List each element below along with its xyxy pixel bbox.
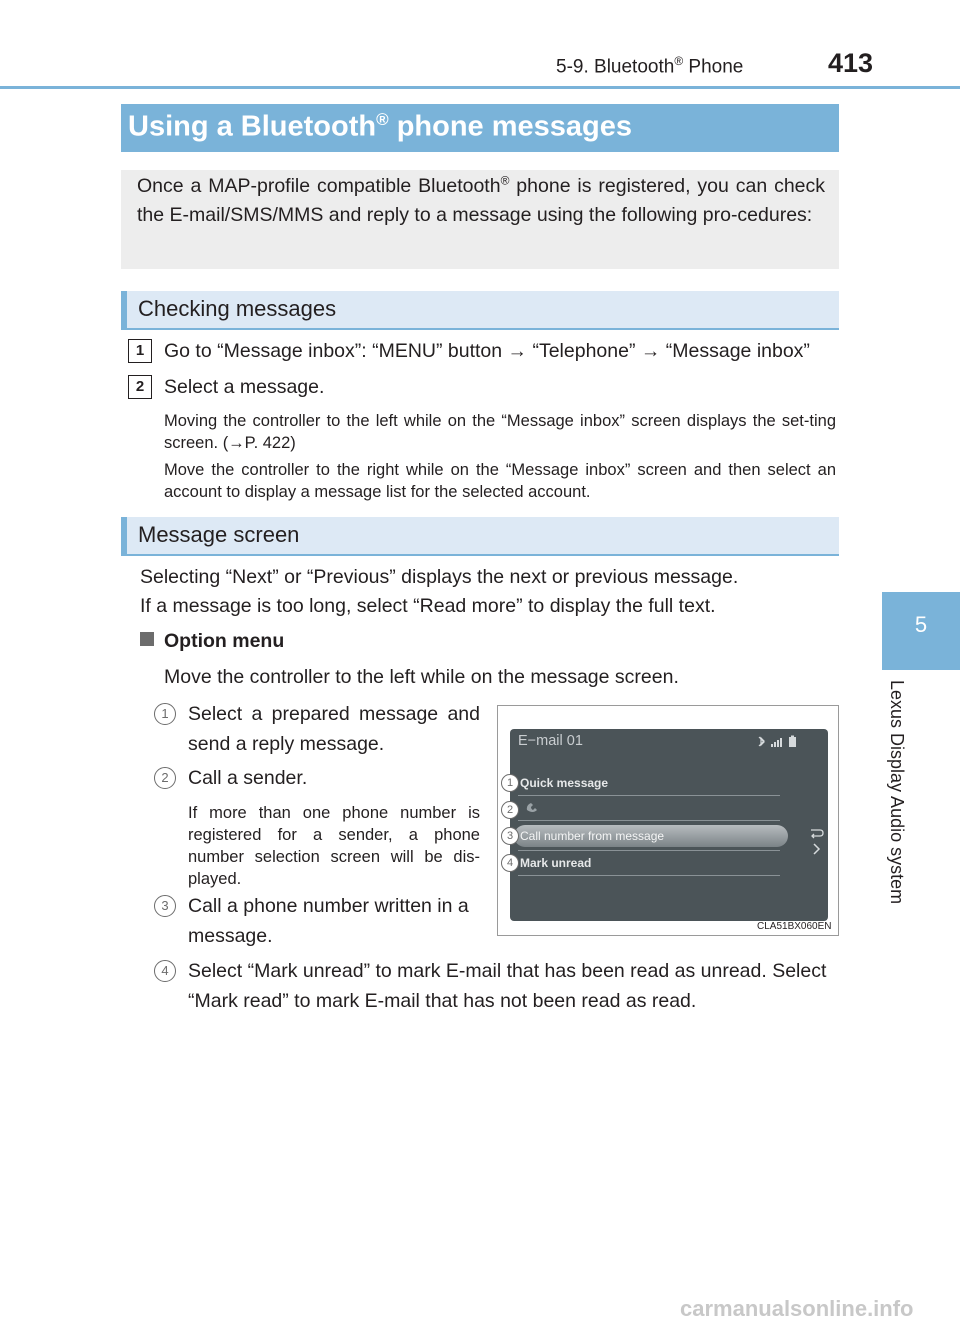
- item-number-3: 3: [154, 895, 176, 917]
- section-header-accent: [121, 291, 127, 330]
- watermark: carmanualsonline.info: [680, 1296, 914, 1321]
- message-screen-line-2: If a message is too long, select “Read more” to display the full text.: [140, 595, 716, 617]
- status-icons: [756, 735, 800, 749]
- callout-2: 2: [501, 801, 519, 819]
- option-menu-heading: Option menu: [164, 630, 285, 652]
- step-1-text: Go to “Message inbox”: “MENU” button → “Telephone” → “Message inbox”: [164, 340, 810, 362]
- row-divider: [518, 820, 780, 821]
- figure-code: CLA51BX060EN: [757, 921, 832, 932]
- section-header-accent: [121, 517, 127, 556]
- item-number-4: 4: [154, 960, 176, 982]
- row-divider: [518, 850, 780, 851]
- square-bullet-icon: [140, 632, 154, 646]
- screen-title: E−mail 01: [518, 733, 583, 749]
- step-2-text: Select a message.: [164, 376, 325, 398]
- item-number-2: 2: [154, 767, 176, 789]
- page-title: Using a Bluetooth® phone messages: [128, 110, 633, 143]
- section-heading-checking: Checking messages: [138, 296, 337, 321]
- item-2-note: If more than one phone number is registered for a sender, a phone number selection screen will be dis-played.: [188, 804, 480, 888]
- item-4-text: Select “Mark unread” to mark E-mail that has been read as unread. Select “Mark read” to mark E-mail that has not been read as read.: [188, 960, 827, 1012]
- chapter-number: 5: [914, 612, 928, 637]
- callout-1: 1: [501, 774, 519, 792]
- phone-icon: [524, 801, 540, 813]
- item-number-1: 1: [154, 703, 176, 725]
- note-account-list: Move the controller to the right while on the “Message inbox” screen and then select an account to display a message list for the selected account.: [164, 461, 836, 501]
- menu-row-quick-message: Quick message: [520, 776, 609, 790]
- back-arrow-icon: [808, 826, 826, 856]
- menu-row-mark-unread: Mark unread: [520, 856, 592, 870]
- item-2-text: Call a sender.: [188, 767, 308, 789]
- header-rule: [0, 86, 960, 89]
- note-setting-screen: Moving the controller to the left while on the “Message inbox” screen displays the set-ting screen. (→P. 422): [164, 412, 836, 452]
- running-header-section: 5-9. Bluetooth® Phone: [556, 54, 744, 78]
- message-screen-line-1: Selecting “Next” or “Previous” displays the next or previous message.: [140, 566, 739, 588]
- page-number: 413: [828, 48, 874, 78]
- callout-4: 4: [501, 854, 519, 872]
- step-number-2: 2: [128, 375, 152, 399]
- menu-row-call-number: Call number from message: [520, 829, 665, 843]
- item-1-text: Select a prepared message and send a reply message.: [188, 703, 480, 755]
- intro-text: Once a MAP-profile compatible Bluetooth® phone is registered, you can check the E-mail/SMS/MMS and reply to a message using the following pro-cedures:: [137, 173, 826, 226]
- section-heading-message-screen: Message screen: [138, 522, 300, 547]
- item-3-text: Call a phone number written in a message.: [188, 895, 469, 947]
- callout-3: 3: [501, 827, 519, 845]
- row-divider: [518, 875, 780, 876]
- chapter-title: Lexus Display Audio system: [887, 680, 907, 905]
- option-menu-intro: Move the controller to the left while on the message screen.: [164, 666, 679, 688]
- step-number-1: 1: [128, 339, 152, 363]
- row-divider: [518, 795, 780, 796]
